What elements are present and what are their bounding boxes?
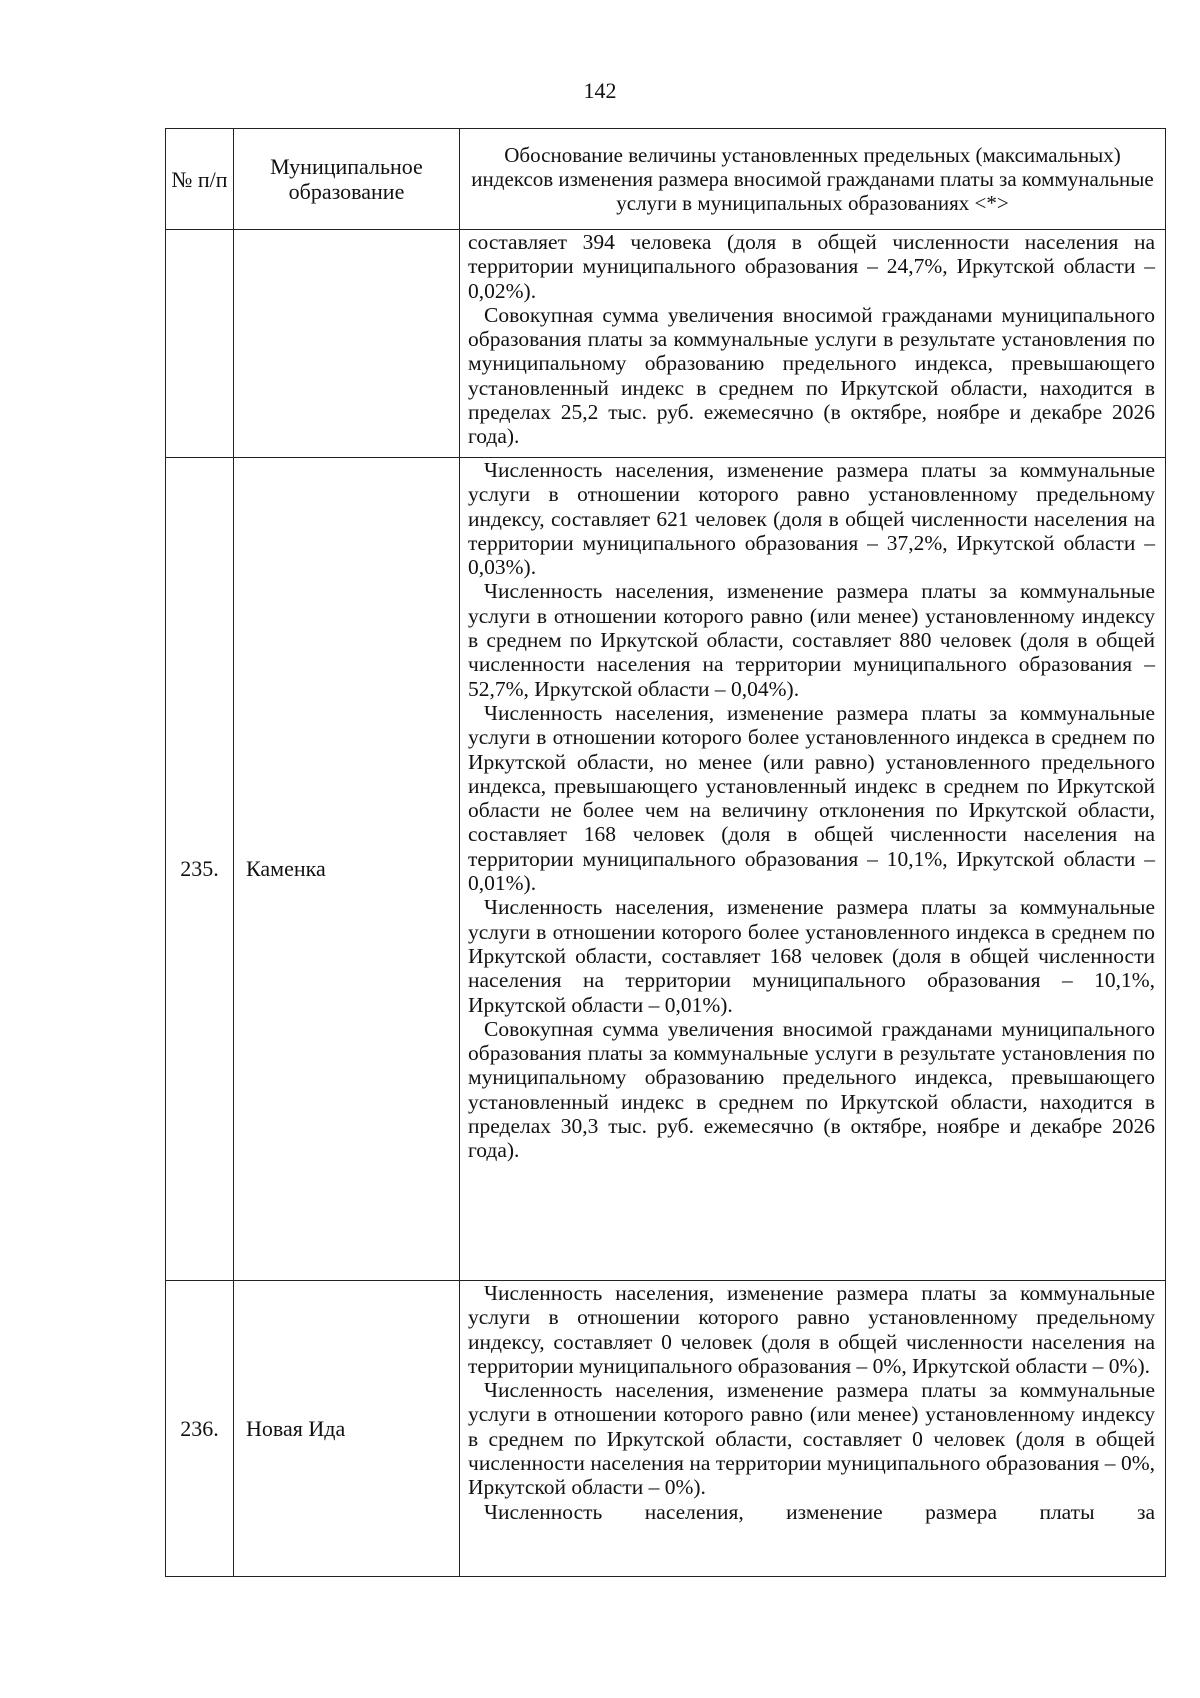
justification-paragraph: Численность населения, изменение размера платы за коммунальные услуги в отношении которого равно (или менее) установленному индексу в среднем по Иркутской области, составляет 880 человек (доля в общей численности населения на территории муниципального образования – 52,7%, Иркутской области – 0,04%). [468, 579, 1155, 701]
justification-paragraph: Численность населения, изменение размера платы за коммунальные услуги в отношении которого равно установленному предельному индексу, составляет 0 человек (доля в общей численности населения на территории муниципального образования – 0%, Иркутской области – 0%). [468, 1281, 1155, 1378]
header-municipality: Муниципальное образование [234, 129, 460, 230]
row-justification [460, 458, 1166, 1281]
justification-paragraph: Численность населения, изменение размера платы за коммунальные услуги в отношении которого равно (или менее) установленному индексу в среднем по Иркутской области, составляет 0 человек (доля в общей численности населения на территории муниципального образования – 0%, Иркутской области – 0%). [468, 1378, 1155, 1500]
justification-paragraph: Совокупная сумма увеличения вносимой гражданами муниципального образования платы за коммунальные услуги в результате установления по муниципальному образованию предельного индекса, превышающего установленный индекс в среднем по Иркутской области, находится в пределах 25,2 тыс. руб. ежемесячно (в октябре, ноябре и декабре 2026 года). [468, 302, 1155, 449]
justification-paragraph: Численность населения, изменение размера платы за коммунальные услуги в отношении которого более установленного индекса в среднем по Иркутской области, но менее (или равно) установленного предельного индекса, превышающего установленный индекс в среднем по Иркутской области не более чем на величину отклонения по Иркутской области, составляет 168 человек (доля в общей численности населения на территории муниципального образования – 10,1%, Иркутской области – 0,01%). [468, 700, 1155, 896]
justification-paragraph: Численность населения, изменение размера платы за коммунальные услуги в отношении которого равно установленному предельному индексу, составляет 621 человек (доля в общей численности населения на территории муниципального образования – 37,2%, Иркутской области – 0,03%). [468, 458, 1155, 580]
header-justification: Обоснование величины установленных предельных (максимальных) индексов изменения размера вносимой гражданами платы за коммунальные услуги в муниципальных образованиях <*> [460, 129, 1166, 230]
row-municipality: Новая Ида [234, 1281, 460, 1577]
justification-paragraph: Численность населения, изменение размера платы за [484, 1499, 1155, 1524]
justification-paragraph: Численность населения, изменение размера платы за коммунальные услуги в отношении которого более установленного индекса в среднем по Иркутской области, составляет 168 человек (доля в общей численности населения на территории муниципального образования – 10,1%, Иркутской области – 0,01%). [468, 895, 1155, 1017]
table-header-row [166, 129, 1166, 230]
row-justification [460, 230, 1166, 458]
row-number [166, 230, 234, 458]
table-row [166, 230, 1166, 458]
table-row [166, 1281, 1166, 1577]
row-number: 236. [166, 1281, 234, 1577]
row-number: 235. [166, 458, 234, 1281]
justification-paragraph: составляет 394 человека (доля в общей численности населения на территории муниципального образования – 24,7%, Иркутской области – 0,02%). [468, 230, 1155, 303]
justification-table [165, 128, 1166, 1577]
row-justification [460, 1281, 1166, 1577]
row-municipality: Каменка [234, 458, 460, 1281]
justification-paragraph: Совокупная сумма увеличения вносимой гражданами муниципального образования платы за коммунальные услуги в результате установления по муниципальному образованию предельного индекса, превышающего установленный индекс в среднем по Иркутской области, находится в пределах 30,3 тыс. руб. ежемесячно (в октябре, ноябре и декабре 2026 года). [468, 1016, 1155, 1163]
header-number: № п/п [166, 129, 234, 230]
table-row [166, 458, 1166, 1281]
page-number: 142 [583, 78, 617, 103]
row-municipality [234, 230, 460, 458]
